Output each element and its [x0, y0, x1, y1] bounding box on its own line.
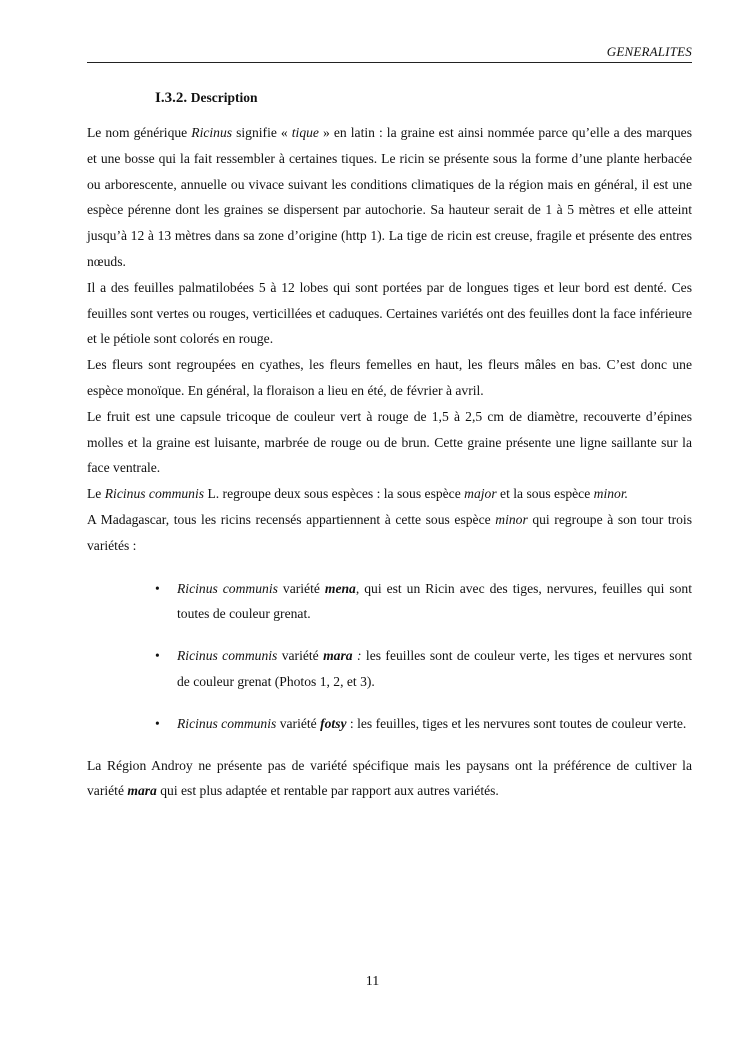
running-header: GENERALITES — [606, 44, 692, 59]
latin-word: tique — [291, 125, 319, 140]
text-run: qui est plus adaptée et rentable par rapport aux autres variétés. — [156, 783, 499, 799]
variety-name: mena — [324, 580, 356, 596]
variety-description: les feuilles sont de couleur verte, les tiges et nervures sont de couleur grenat (Photos 1, 2, et 3). — [177, 648, 692, 689]
list-item-variety-fotsy — [87, 711, 692, 737]
bullet-icon: • — [155, 580, 160, 596]
text-run: La Région Androy ne présente pas de variété spécifique mais les paysans ont la préférence de cultiver la variété — [87, 757, 692, 799]
variety-name: fotsy — [320, 715, 347, 731]
genus-name: Ricinus — [191, 125, 233, 140]
variety-label: variété — [277, 580, 325, 596]
species-name: Ricinus communis — [177, 580, 278, 596]
list-item-variety-mara — [87, 643, 692, 695]
section-number: I.3.2. — [155, 90, 188, 106]
text-run: qui regroupe à son tour trois variétés : — [87, 511, 692, 553]
species-name: Ricinus communis — [177, 715, 277, 731]
subspecies-minor: minor. — [593, 486, 629, 502]
variety-label: variété — [277, 648, 324, 664]
subspecies-minor: minor — [495, 511, 528, 527]
paragraph-androy — [87, 753, 692, 805]
variety-name: mara — [127, 783, 157, 799]
species-name: Ricinus communis — [104, 486, 205, 502]
section-heading — [155, 90, 257, 107]
paragraph-madagascar — [87, 507, 692, 559]
varieties-list — [87, 576, 692, 737]
paragraph-subspecies — [87, 481, 692, 507]
section-title: Description — [190, 90, 258, 105]
text-run: » en latin : la graine est ainsi nommée parce qu’elle a des marques et une bosse qui la fait ressembler à certaines tiques. Le ricin se présente sous la forme d’une plante herbacée ou arborescente, annuelle ou vivace suivant les conditions climatiques de la région mais en général, il est une espèce pérenne dont les graines se dispersent par autochorie. Sa hauteur serait de 1 à 5 mètres et elle atteint jusqu’à 12 à 13 mètres dans sa zone d’origine (http 1). La tige de ricin est creuse, fragile et présente des entres nœuds. — [87, 125, 692, 269]
paragraph-flowers: Les fleurs sont regroupées en cyathes, les fleurs femelles en haut, les fleurs mâles en bas. C’est donc une espèce monoïque. En général, la floraison a lieu en été, de février à avril. — [87, 357, 692, 398]
paragraph-leaves: Il a des feuilles palmatilobées 5 à 12 lobes qui sont portées par de longues tiges et leur bord est denté. Ces feuilles sont vertes ou rouges, verticillées et caduques. Certaines variétés ont des feuilles dont la face inférieure et le pétiole sont colorés en rouge. — [87, 279, 692, 347]
text-run: L. regroupe deux sous espèces : la sous espèce — [204, 486, 465, 502]
list-item-variety-mena — [87, 576, 692, 628]
variety-label: variété — [276, 715, 321, 731]
species-name: Ricinus communis — [177, 648, 278, 664]
text-run: A Madagascar, tous les ricins recensés appartiennent à cette sous espèce — [87, 511, 496, 527]
page-number: 11 — [365, 974, 380, 989]
variety-name: mara — [323, 648, 353, 664]
variety-description: , qui est un Ricin avec des tiges, nervures, feuilles qui sont toutes de couleur grenat. — [177, 580, 692, 622]
header-rule — [87, 62, 692, 63]
variety-description: : les feuilles, tiges et les nervures sont toutes de couleur verte. — [346, 715, 687, 731]
text-run: Le nom générique — [87, 125, 192, 140]
body-text — [87, 120, 692, 804]
paragraph-fruit: Le fruit est une capsule tricoque de couleur vert à rouge de 1,5 à 2,5 cm de diamètre, recouverte d’épines molles et la graine est luisante, marbrée de rouge ou de brun. Cette graine présente une ligne saillante sur la face ventrale. — [87, 408, 692, 476]
text-run: et la sous espèce — [496, 486, 594, 502]
bullet-icon: • — [155, 648, 160, 664]
bullet-icon: • — [155, 715, 160, 731]
subspecies-major: major — [464, 486, 497, 502]
text-run: signifie « — [232, 125, 292, 140]
paragraph-etymology — [87, 120, 692, 275]
text-run: Le — [87, 486, 105, 502]
text-run: : — [352, 648, 362, 664]
